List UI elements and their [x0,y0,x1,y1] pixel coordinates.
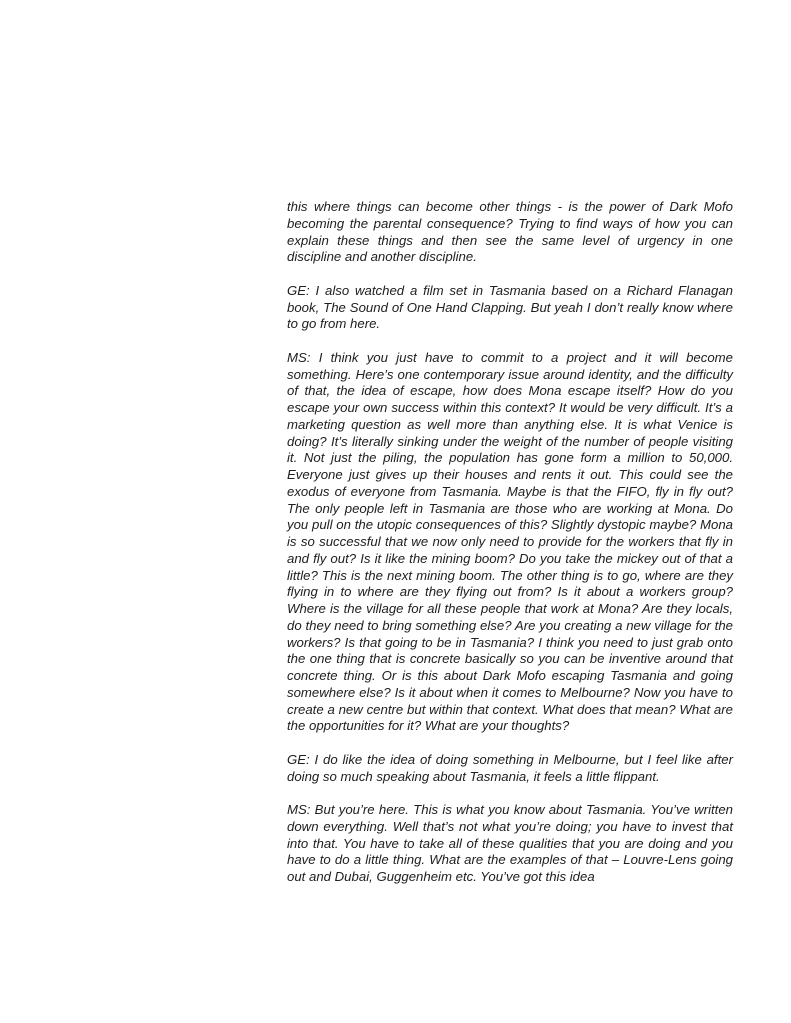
paragraph-ms-2: MS: But you’re here. This is what you know about Tasmania. You’ve written down everything. Well that’s not what you’re doing; you have to invest that into that. You have to take all of these qualities that you are doing and you have to do a little thing. What are the examples of that – Louvre-Lens going out and Dubai, Guggenheim etc. You’ve got this idea [287,802,733,884]
paragraph-ge-1: GE: I also watched a film set in Tasmania based on a Richard Flanagan book, The Sound of One Hand Clapping. But yeah I don’t really know where to go from here. [287,282,733,332]
paragraph-ms-1: MS: I think you just have to commit to a project and it will become something. Here’s one contemporary issue around identity, and the difficulty of that, the idea of escape, how does Mona escape itself? How do you escape your own success within this context? It would be very difficult. It’s a marketing question as well more than anything else. It is what Venice is doing? It’s literally sinking under the weight of the number of people visiting it. Not just the piling, the population has gone form a million to 50,000. Everyone just gives up their houses and rents it out. This could see the exodus of everyone from Tasmania. Maybe is that the FIFO, fly in fly out? The only people left in Tasmania are those who are working at Mona. Do you pull on the utopic consequences of this? Slightly dystopic maybe? Mona is so successful that we now only need to provide for the workers that fly in and fly out? Is it like the mining boom? Do you take the mickey out of that a little? This is the next mining boom. The other thing is to go, where are they flying in to where are they flying out from? Is it about a workers group? Where is the village for all these people that work at Mona? Are they locals, do they need to bring something else? Are you creating a new village for the workers? Is that going to be in Tasmania? I think you need to just grab onto the one thing that is concrete basically so you can be inventive around that concrete thing. Or is this about Dark Mofo escaping Tasmania and going somewhere else? Is it about when it comes to Melbourne? Now you have to create a new centre but within that context. What does that mean? What are the opportunities for it? What are your thoughts? [287,349,733,734]
paragraph-continuation: this where things can become other things - is the power of Dark Mofo becoming the parental consequence? Trying to find ways of how you can explain these things and then see the same level of urgency in one discipline and another discipline. [287,199,733,265]
text-column [287,199,733,886]
paragraph-ge-2: GE: I do like the idea of doing something in Melbourne, but I feel like after doing so much speaking about Tasmania, it feels a little flippant. [287,751,733,784]
